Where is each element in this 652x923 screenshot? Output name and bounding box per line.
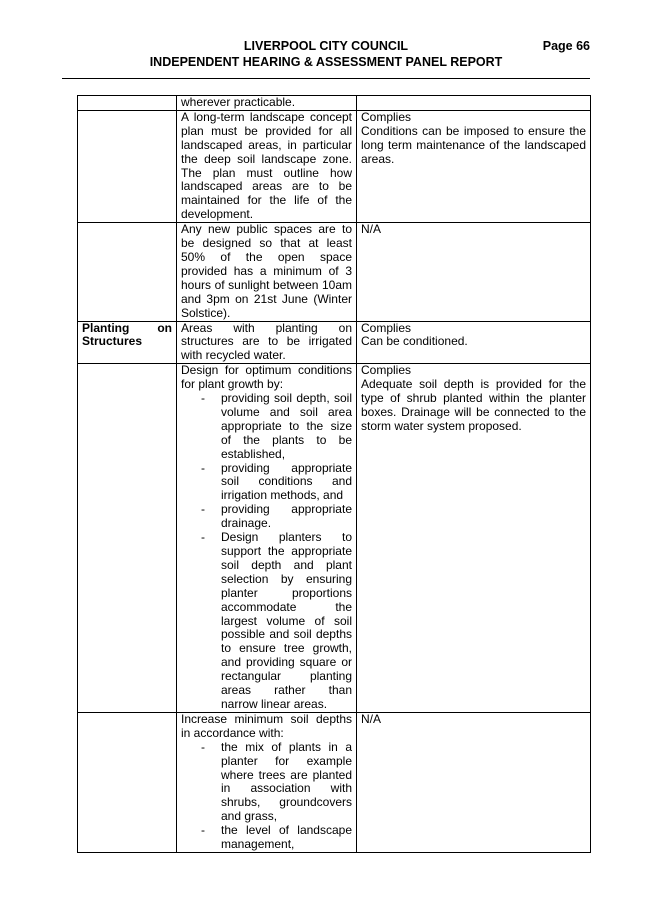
header-divider xyxy=(62,78,590,79)
control-intro: Design for optimum conditions for plant growth by: xyxy=(181,363,352,392)
report-header xyxy=(62,38,590,70)
list-item: - providing appropriate drainage. xyxy=(221,503,352,531)
comment-cell xyxy=(357,110,591,222)
control-cell xyxy=(177,110,357,222)
comment-text: Adequate soil depth is provided for the type of shrub planted within the planter boxes. Drainage will be connected to the storm water system proposed. xyxy=(361,377,586,433)
bullet-list xyxy=(181,741,352,852)
control-cell xyxy=(177,364,357,713)
table-row xyxy=(78,223,591,321)
status-text: Complies xyxy=(361,109,412,124)
control-intro: Increase minimum soil depths in accordance with: xyxy=(181,711,352,740)
comment-cell xyxy=(357,96,591,111)
heading-cell xyxy=(78,364,177,713)
list-item: - Design planters to support the appropriate soil depth and plant selection by ensuring planter proportions accommodate the largest volume of soil possible and soil depths to ensure tree growth, and providing square or rectangular planting areas rather than narrow linear areas. xyxy=(221,531,352,712)
assessment-table xyxy=(77,95,591,853)
table-row xyxy=(78,321,591,364)
bullet-list xyxy=(181,392,352,712)
list-item: - the level of landscape management, xyxy=(221,824,352,852)
comment-text: Can be conditioned. xyxy=(361,334,468,349)
table-row xyxy=(78,712,591,852)
section-heading: Planting on Structures xyxy=(82,320,172,349)
control-cell xyxy=(177,321,357,364)
header-line-1 xyxy=(62,38,590,54)
status-text: N/A xyxy=(361,711,382,726)
council-name: LIVERPOOL CITY COUNCIL xyxy=(243,39,409,53)
heading-cell xyxy=(78,712,177,852)
control-cell xyxy=(177,223,357,321)
table-row xyxy=(78,110,591,222)
status-text: Complies xyxy=(361,363,412,378)
list-item: - providing soil depth, soil volume and soil area appropriate to the size of the plants to be established, xyxy=(221,392,352,462)
table-row xyxy=(78,96,591,111)
status-text: N/A xyxy=(361,222,382,237)
control-cell xyxy=(177,712,357,852)
heading-cell xyxy=(78,223,177,321)
control-cell xyxy=(177,96,357,111)
comment-cell xyxy=(357,223,591,321)
comment-cell xyxy=(357,712,591,852)
heading-cell xyxy=(78,96,177,111)
table-row xyxy=(78,364,591,713)
control-text: wherever practicable. xyxy=(181,95,296,109)
comment-text: Conditions can be imposed to ensure the long term maintenance of the landscaped areas. xyxy=(361,123,586,166)
heading-cell xyxy=(78,321,177,364)
list-item: - the mix of plants in a planter for example where trees are planted in association with shrubs, groundcovers and grass, xyxy=(221,741,352,824)
page-number: Page 66 xyxy=(542,39,590,53)
control-text: Any new public spaces are to be designed so that at least 50% of the open space provided has a minimum of 3 hours of sunlight between 10am and 3pm on 21st June (Winter Solstice). xyxy=(181,222,352,320)
list-item: - providing appropriate soil conditions and irrigation methods, and xyxy=(221,462,352,504)
control-text: Areas with planting on structures are to be irrigated with recycled water. xyxy=(181,320,352,363)
status-text: Complies xyxy=(361,320,412,335)
comment-cell xyxy=(357,321,591,364)
control-text: A long-term landscape concept plan must be provided for all landscaped areas, in particular the deep soil landscape zone. The plan must outline how landscaped areas are to be maintained for the life of the development. xyxy=(181,109,352,222)
heading-cell xyxy=(78,110,177,222)
report-title: INDEPENDENT HEARING & ASSESSMENT PANEL REPORT xyxy=(149,55,503,69)
comment-cell xyxy=(357,364,591,713)
